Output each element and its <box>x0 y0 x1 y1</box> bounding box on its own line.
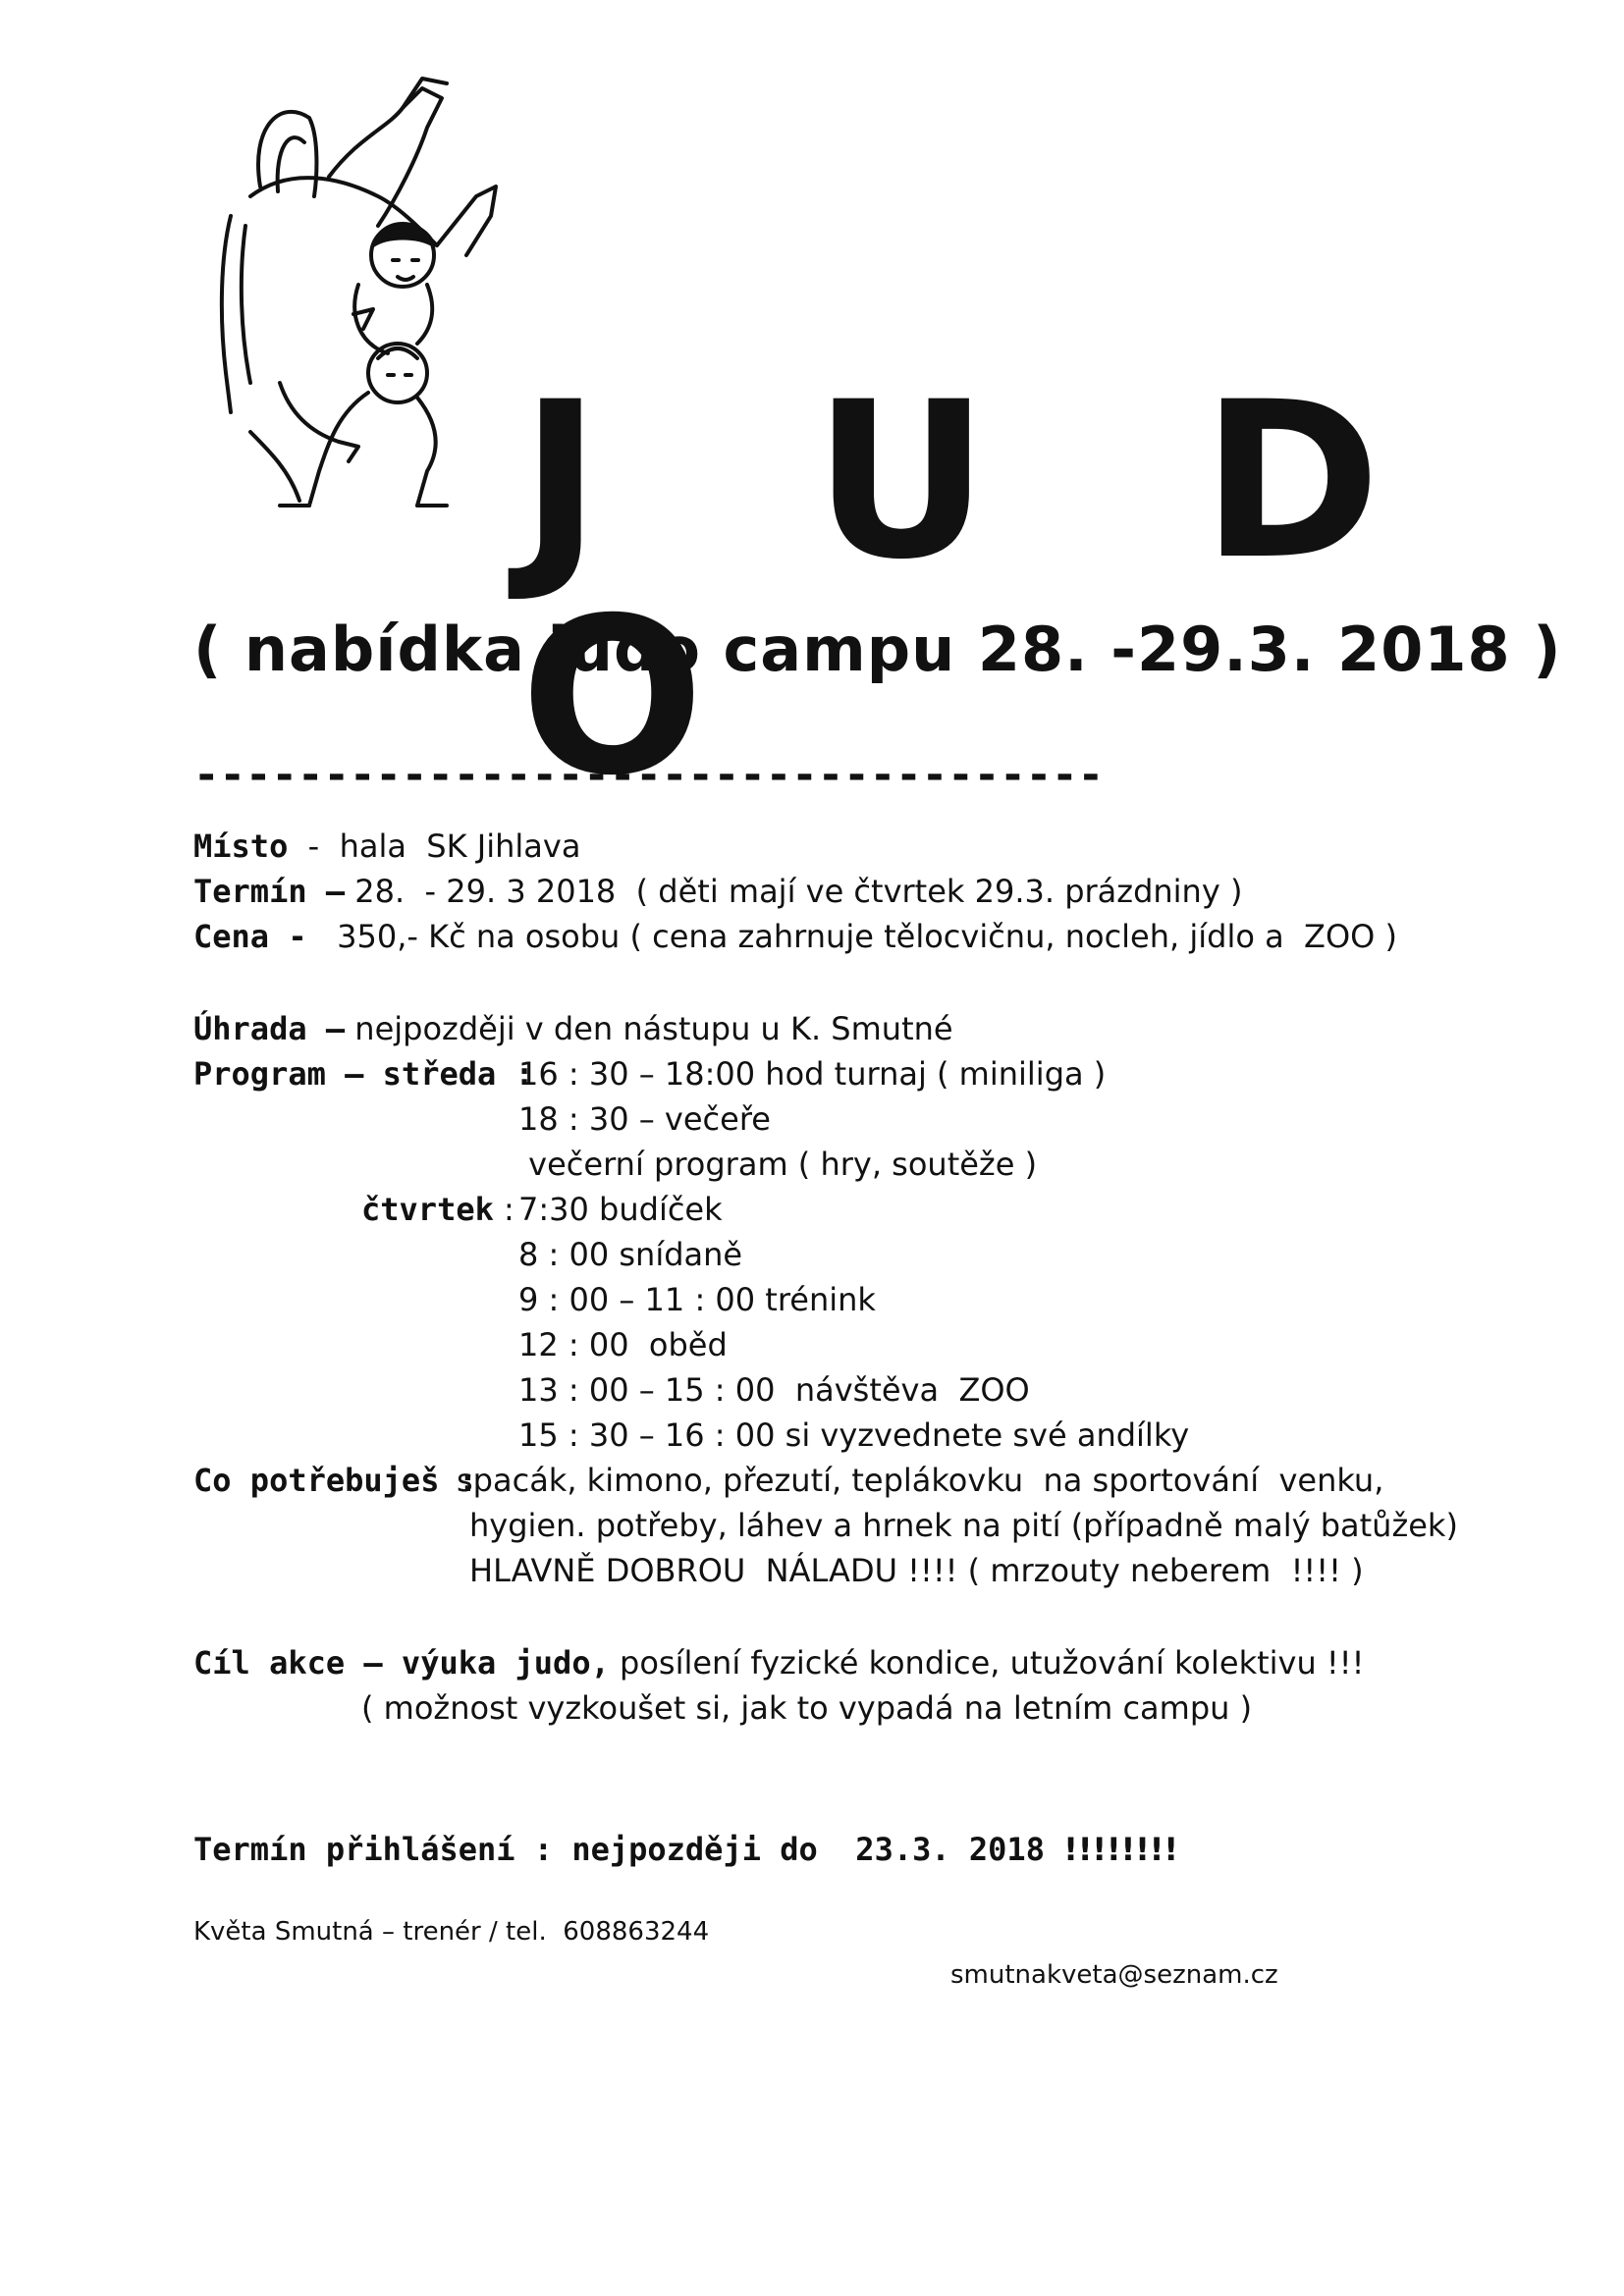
misto-row <box>193 825 580 868</box>
registration-label: Termín přihlášení : nejpozději do 23.3. 2018 <box>193 1831 1064 1868</box>
termin-label: Termín – <box>193 873 346 910</box>
page-title: J U D O <box>520 355 1450 823</box>
uhrada-label: Úhrada – <box>193 1010 346 1047</box>
needs-item: spacák, kimono, přezutí, teplákovku na sportování venku, <box>457 1462 1384 1499</box>
registration-row <box>193 1828 1178 1871</box>
program-streda-item: večerní program ( hry, soutěže ) <box>518 1146 1038 1183</box>
program-label: Program – středa : <box>193 1055 534 1093</box>
needs-row <box>193 1459 477 1502</box>
needs-item: hygien. potřeby, láhev a hrnek na pití (případně malý batůžek) <box>469 1507 1458 1544</box>
ctvrtek-row <box>361 1188 524 1231</box>
uhrada-value: nejpozději v den nástupu u K. Smutné <box>345 1010 953 1047</box>
ctvrtek-label: čtvrtek <box>361 1191 494 1228</box>
goal-label: Cíl akce – výuka judo, <box>193 1644 610 1682</box>
program-ctvrtek-item: 12 : 00 oběd <box>518 1326 728 1363</box>
needs-item: HLAVNĚ DOBROU NÁLADU !!!! ( mrzouty neberem !!!! ) <box>469 1552 1364 1589</box>
cena-row <box>193 915 1397 958</box>
goal-note: ( možnost vyzkoušet si, jak to vypadá na letním campu ) <box>361 1689 1253 1727</box>
cena-value: 350,- Kč na osobu ( cena zahrnuje tělocvičnu, nocleh, jídlo a ZOO ) <box>306 918 1397 955</box>
ctvrtek-sep: : <box>493 1191 524 1228</box>
judo-illustration <box>191 59 515 510</box>
program-ctvrtek-item: 15 : 30 – 16 : 00 si vyzvednete své andílky <box>518 1416 1190 1454</box>
termin-row <box>193 870 1242 913</box>
divider: ----------------------------------- <box>193 750 1105 800</box>
contact-line: Květa Smutná – trenér / tel. 608863244 <box>193 1917 710 1947</box>
misto-value: - hala SK Jihlava <box>288 828 581 865</box>
cena-label: Cena - <box>193 918 307 955</box>
needs-label: Co potřebuješ : <box>193 1462 477 1499</box>
program-ctvrtek-item: 8 : 00 snídaně <box>518 1236 743 1273</box>
goal-value: posílení fyzické kondice, utužování kolektivu !!! <box>609 1644 1365 1682</box>
uhrada-row <box>193 1007 953 1050</box>
program-ctvrtek-item: 7:30 budíček <box>518 1191 723 1228</box>
page-subtitle: ( nabídka judo campu 28. -29.3. 2018 ) <box>193 614 1562 685</box>
contact-email: smutnakveta@seznam.cz <box>950 1960 1278 1990</box>
program-row <box>193 1052 534 1095</box>
misto-label: Místo <box>193 828 289 865</box>
program-streda-item: 18 : 30 – večeře <box>518 1100 771 1138</box>
goal-row <box>193 1641 1364 1684</box>
termin-value: 28. - 29. 3 2018 ( děti mají ve čtvrtek 29.3. prázdniny ) <box>345 873 1243 910</box>
program-ctvrtek-item: 13 : 00 – 15 : 00 návštěva ZOO <box>518 1371 1030 1409</box>
program-ctvrtek-item: 9 : 00 – 11 : 00 trénink <box>518 1281 876 1318</box>
registration-exclaim: !!!!!!!! <box>1063 1831 1178 1868</box>
program-streda-item: 16 : 30 – 18:00 hod turnaj ( miniliga ) <box>518 1055 1107 1093</box>
